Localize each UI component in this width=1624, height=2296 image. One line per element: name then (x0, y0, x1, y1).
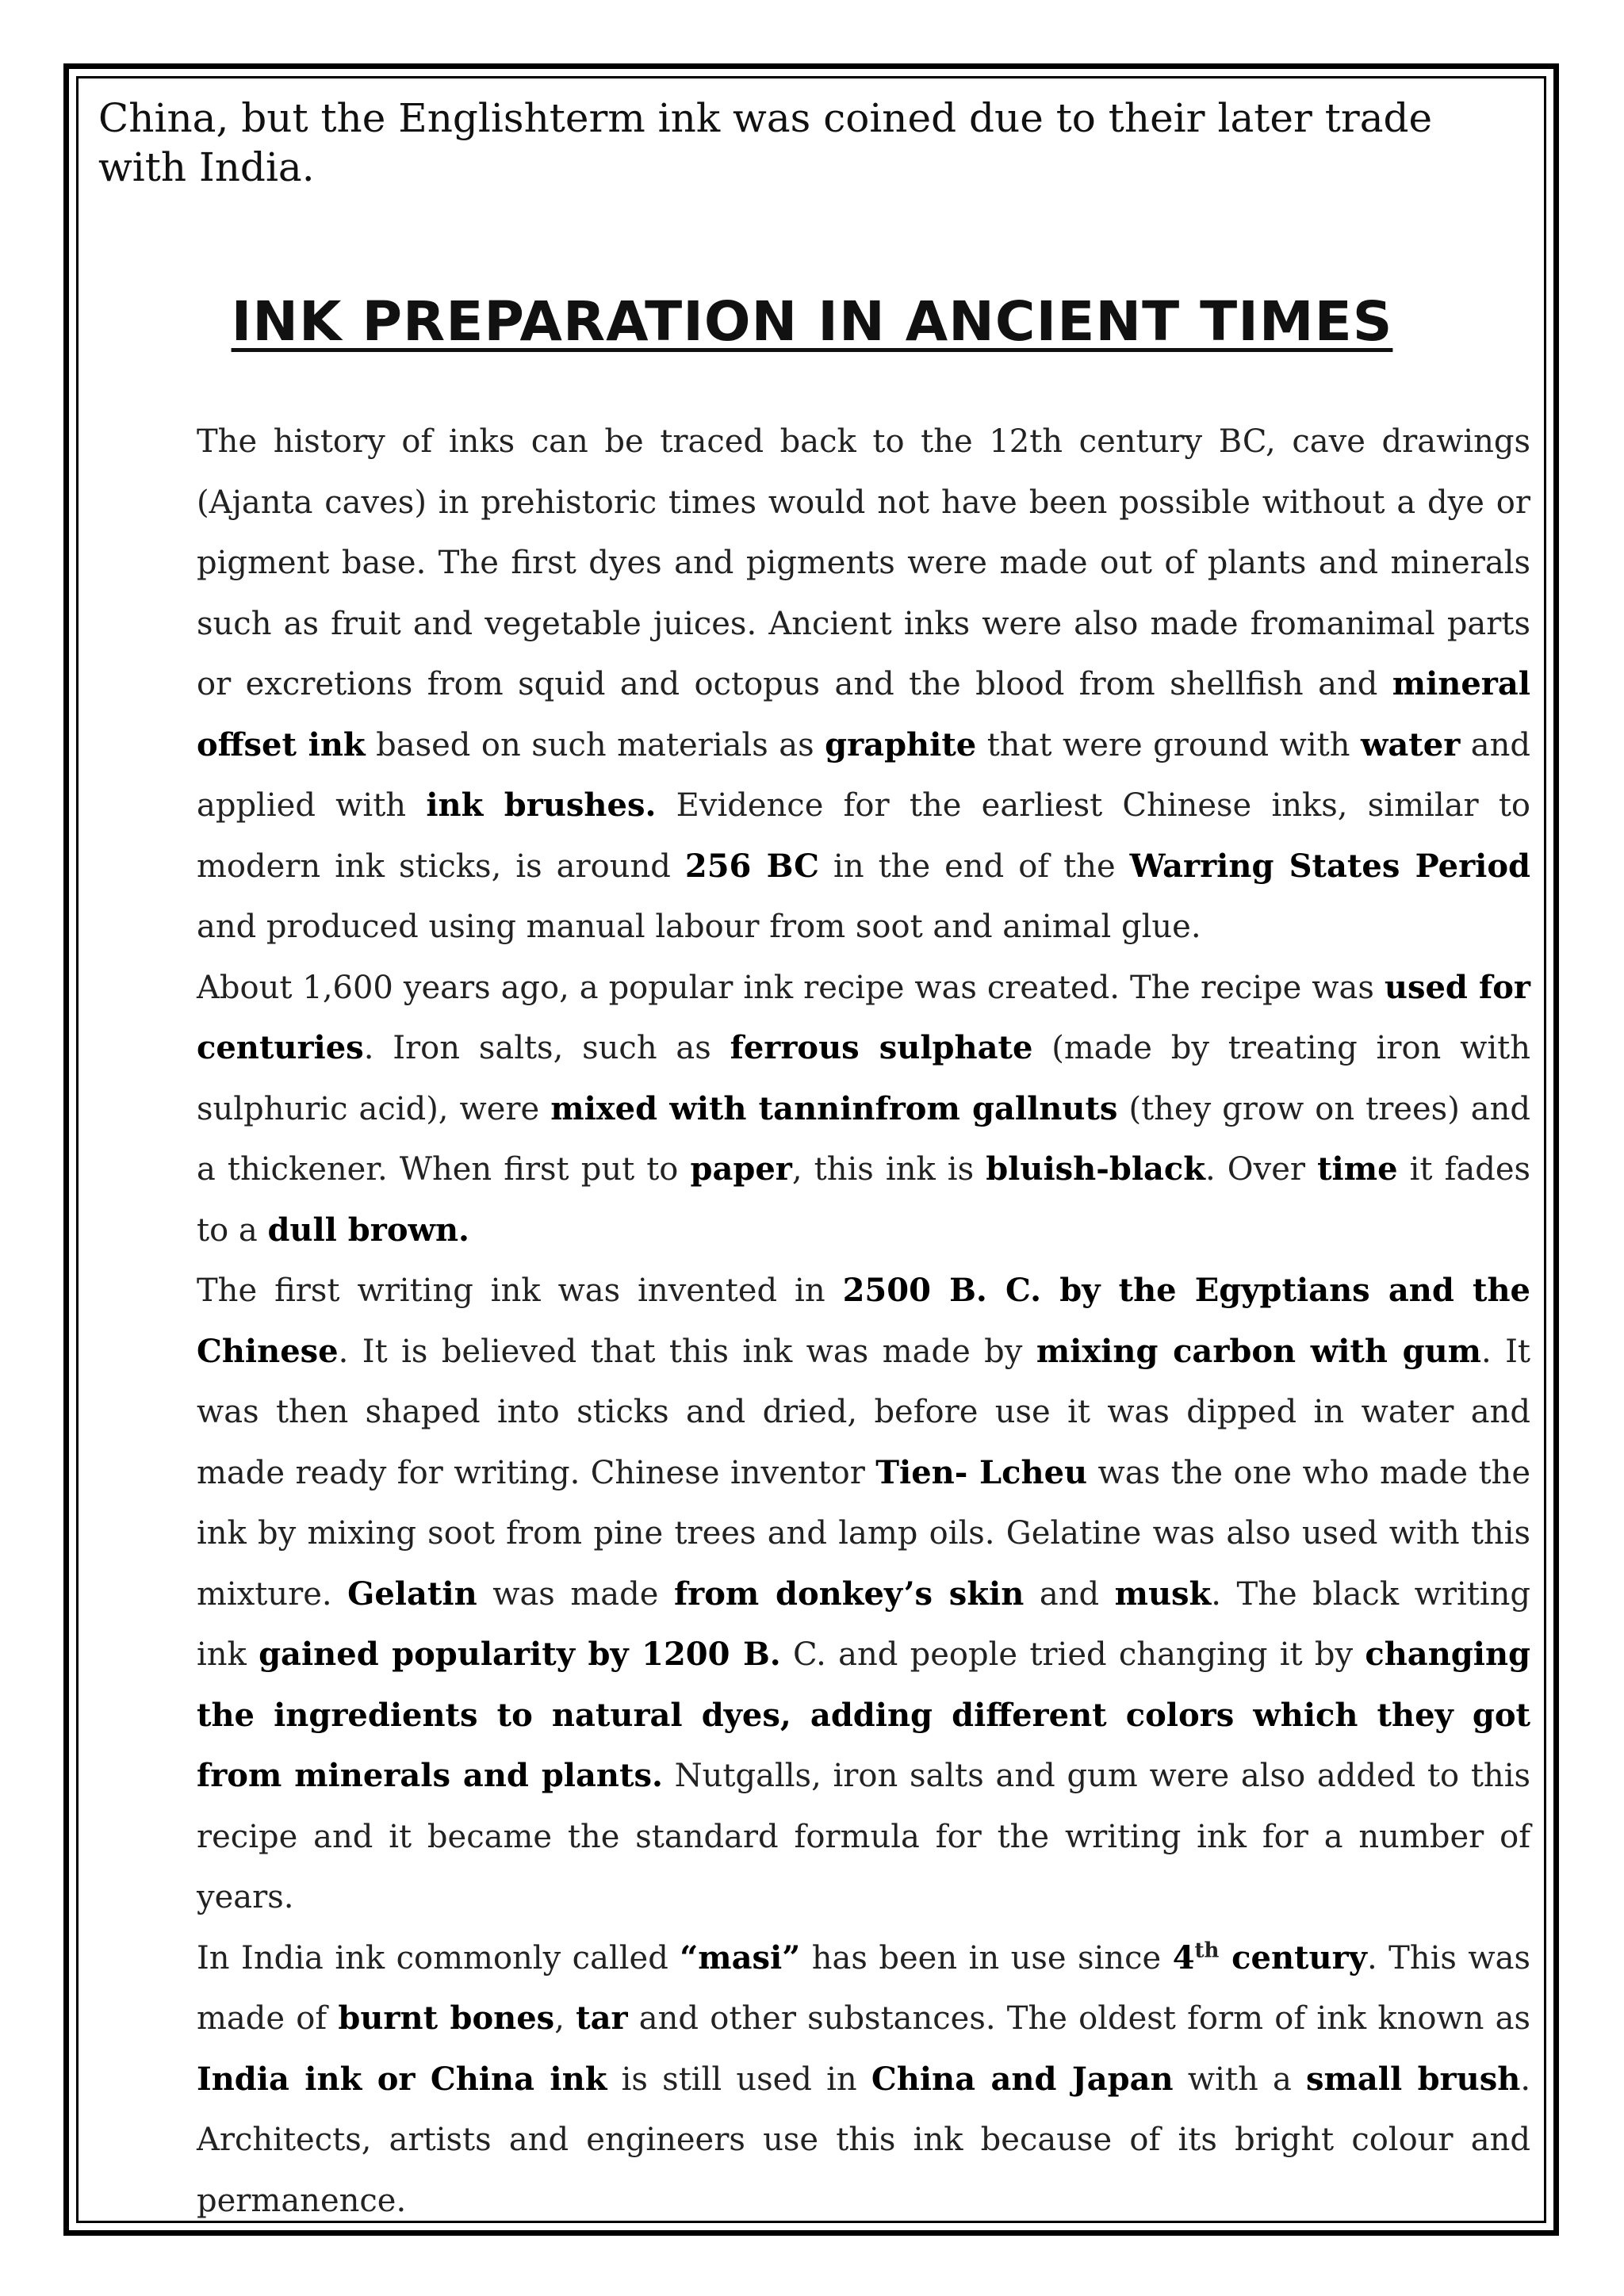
bold-text: from donkey’s skin (673, 1575, 1025, 1613)
bold-text: Tien- Lcheu (875, 1453, 1088, 1491)
body-text-run: is still used in (607, 2061, 871, 2098)
body-text-run: . It is believed that this ink was made by (338, 1333, 1036, 1370)
body-text-run: , (554, 2000, 576, 2037)
bold-text: mixing carbon with gum (1036, 1332, 1481, 1370)
body-text-run: . Iron salts, such as (363, 1030, 730, 1066)
bold-text: graphite (825, 725, 977, 763)
body-text-run: was made (477, 1575, 674, 1613)
bold-text: used for centuries (197, 968, 1531, 1066)
body-text-run: (made by treating iron with sulphuric acid), were (197, 1030, 1531, 1127)
body-text-run: and applied with (197, 726, 1531, 824)
bold-text: ink brushes. (426, 786, 657, 824)
body-text (197, 411, 1530, 2231)
bold-text: burnt bones (338, 1999, 555, 2037)
bold-text: water (1360, 725, 1461, 763)
bold-text: mineral offset ink (197, 665, 1530, 763)
bold-text: “masi” (680, 1938, 801, 1976)
paragraph-india-ink (197, 1928, 1530, 2232)
body-text-run: . Over (1205, 1151, 1318, 1188)
bold-text: changing the ingredients to natural dyes, adding different colors which they got from minerals and plants. (197, 1636, 1531, 1794)
bold-text: China and Japan (871, 2060, 1174, 2098)
bold-text: time (1317, 1150, 1398, 1188)
body-text-run: . The black writing ink (197, 1575, 1530, 1673)
body-text-run: it fades to a (197, 1151, 1531, 1249)
paragraph-first-writing-ink (197, 1261, 1530, 1928)
bold-text: India ink or China ink (197, 2060, 607, 2098)
bold-text: small brush (1306, 2060, 1521, 2098)
bold-text: musk (1114, 1575, 1212, 1613)
body-text-run: . This was made of (197, 1939, 1530, 2037)
body-text-run: , this ink is (791, 1151, 986, 1188)
bold-text: gained popularity by 1200 B. (259, 1636, 781, 1673)
paragraph-iron-gall-recipe (197, 958, 1530, 1261)
bold-text: 256 BC (684, 847, 819, 885)
section-heading (0, 290, 1624, 354)
paragraph-ancient-inks (197, 411, 1530, 958)
body-text-run: with a (1173, 2061, 1306, 2098)
body-text-run: Nutgalls, iron salts and gum were also added to this recipe and it became the standard formula for the writing ink for a number of years. (197, 1758, 1531, 1915)
bold-text: paper (690, 1150, 792, 1188)
body-text-run: in the end of the (819, 848, 1130, 885)
body-text-run: The history of inks can be traced back to the 12th century BC, cave drawings (Ajanta caves) in prehistoric times would not have been possible without a dye or pigment base. The first dyes and pigments were made out of plants and minerals such as fruit and vegetable juices. Ancient inks were also made fromanimal parts or excretions from squid and octopus and the blood from shellfish and (197, 423, 1530, 702)
bold-text: Warring States Period (1129, 847, 1530, 885)
section-heading-text: INK PREPARATION IN ANCIENT TIMES (231, 290, 1393, 354)
body-text-run: About 1,600 years ago, a popular ink recipe was created. The recipe was (197, 969, 1385, 1006)
bold-text: mixed with tanninfrom gallnuts (550, 1089, 1118, 1127)
bold-text: century (1219, 1938, 1367, 1976)
body-text-run: Evidence for the earliest Chinese inks, similar to modern ink sticks, is around (197, 787, 1530, 885)
body-text-run: C. and people tried changing it by (780, 1636, 1365, 1673)
body-text-run: The first writing ink was invented in (197, 1272, 843, 1309)
bold-text: dull brown. (267, 1211, 469, 1249)
body-text-run: has been in use since (800, 1939, 1173, 1976)
body-text-run: and other substances. The oldest form of ink known as (627, 2000, 1531, 2037)
body-text-run: (they grow on trees) and a thickener. When first put to (197, 1090, 1531, 1188)
bold-text: Gelatin (347, 1575, 477, 1613)
body-text-run: . Architects, artists and engineers use this ink because of its bright colour and permanence. (197, 2061, 1531, 2219)
bold-text: tar (576, 1999, 628, 2037)
body-text-run: In India ink commonly called (197, 1939, 680, 1976)
bold-text: bluish-black (986, 1150, 1205, 1188)
body-text-run: and produced using manual labour from soot and animal glue. (197, 909, 1201, 945)
body-text-run: and (1024, 1575, 1115, 1613)
bold-text: 2500 B. C. by the Egyptians and the Chinese (197, 1272, 1530, 1370)
intro-paragraph: China, but the Englishterm ink was coined due to their later trade with India. (98, 95, 1433, 190)
body-text-run: that were ground with (976, 726, 1361, 763)
bold-text: ferrous sulphate (730, 1029, 1033, 1066)
bold-text: 4 (1172, 1938, 1195, 1976)
body-text-run: was the one who made the ink by mixing soot from pine trees and lamp oils. Gelatine was also used with this mixture. (197, 1454, 1530, 1613)
body-text-run: based on such materials as (365, 726, 825, 763)
body-text-run: . It was then shaped into sticks and dried, before use it was dipped in water and made ready for writing. Chinese inventor (197, 1333, 1531, 1491)
superscript-text: th (1194, 1938, 1220, 1963)
